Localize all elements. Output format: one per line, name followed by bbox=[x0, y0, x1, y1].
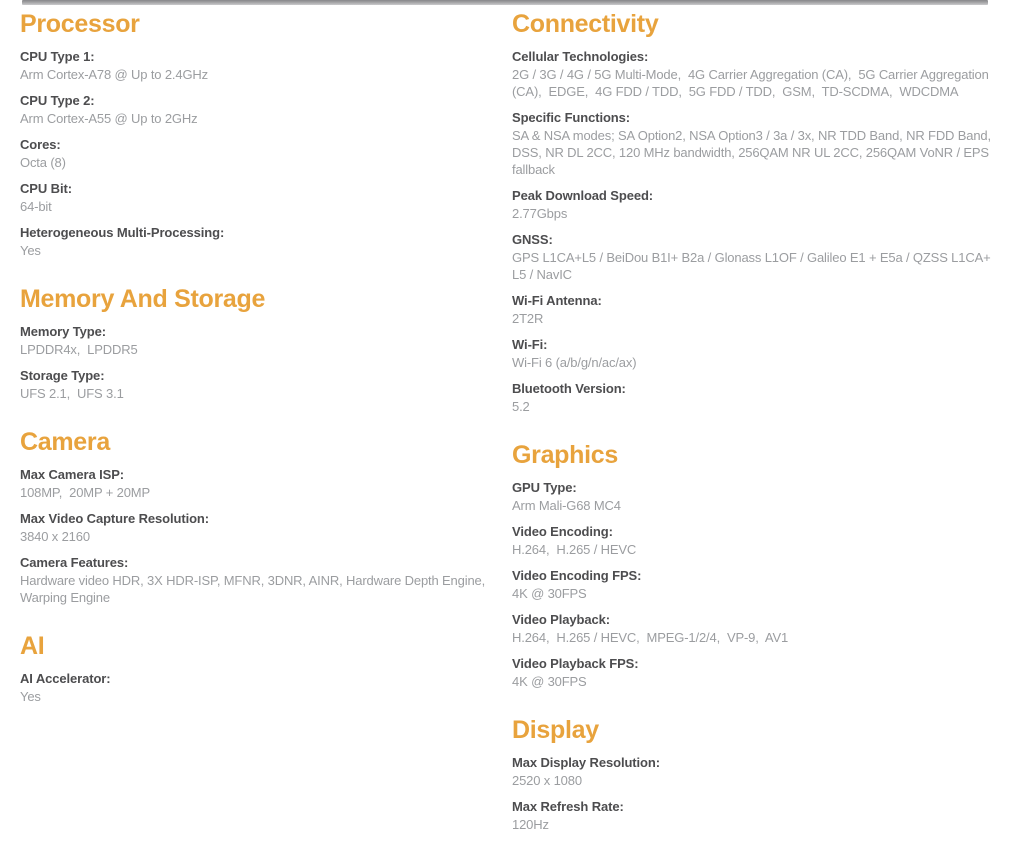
spec-item bbox=[512, 381, 1004, 415]
spec-label: CPU Bit: bbox=[20, 181, 72, 196]
spec-item bbox=[20, 324, 492, 358]
spec-value: Hardware video HDR, 3X HDR-ISP, MFNR, 3DNR, AINR, Hardware Depth Engine, Warping Engine bbox=[20, 573, 489, 605]
spec-label: Specific Functions: bbox=[512, 110, 631, 125]
spec-list bbox=[512, 755, 1004, 833]
spec-item bbox=[512, 293, 1004, 327]
spec-value: Wi-Fi 6 (a/b/g/n/ac/ax) bbox=[512, 355, 637, 370]
spec-label: GNSS: bbox=[512, 232, 553, 247]
spec-item bbox=[512, 480, 1004, 514]
spec-value: Octa (8) bbox=[20, 155, 66, 170]
spec-item bbox=[20, 49, 492, 83]
spec-item bbox=[20, 181, 492, 215]
spec-item bbox=[20, 467, 492, 501]
spec-value: 2.77Gbps bbox=[512, 206, 568, 221]
spec-value: 5.2 bbox=[512, 399, 530, 414]
spec-label: Max Refresh Rate: bbox=[512, 799, 624, 814]
spec-item bbox=[512, 755, 1004, 789]
spec-value: 108MP, 20MP + 20MP bbox=[20, 485, 151, 500]
spec-list bbox=[512, 49, 1004, 415]
spec-value: 3840 x 2160 bbox=[20, 529, 90, 544]
spec-value: Arm Cortex-A55 @ Up to 2GHz bbox=[20, 111, 198, 126]
spec-value: 120Hz bbox=[512, 817, 549, 832]
spec-label: Max Video Capture Resolution: bbox=[20, 511, 209, 526]
spec-value: 2G / 3G / 4G / 5G Multi-Mode, 4G Carrier Aggregation (CA), 5G Carrier Aggregation (CA), EDGE, 4G FDD / TDD, 5G FDD / TDD, GSM, TD-SCDMA, WDCDMA bbox=[512, 67, 993, 99]
section-title: Memory And Storage bbox=[20, 285, 266, 313]
spec-item bbox=[512, 232, 1004, 283]
spec-label: Wi-Fi Antenna: bbox=[512, 293, 602, 308]
spec-item bbox=[512, 799, 1004, 833]
spec-item bbox=[20, 555, 492, 606]
spec-value: 64-bit bbox=[20, 199, 52, 214]
spec-value: GPS L1CA+L5 / BeiDou B1I+ B2a / Glonass L1OF / Galileo E1 + E5a / QZSS L1CA+ L5 / NavIC bbox=[512, 250, 995, 282]
spec-value: LPDDR4x, LPDDR5 bbox=[20, 342, 138, 357]
spec-item bbox=[512, 524, 1004, 558]
spec-value: Yes bbox=[20, 689, 41, 704]
spec-item bbox=[512, 656, 1004, 690]
spec-label: Bluetooth Version: bbox=[512, 381, 626, 396]
spec-label: Max Display Resolution: bbox=[512, 755, 660, 770]
spec-label: Video Playback: bbox=[512, 612, 610, 627]
spec-column-right bbox=[512, 11, 1004, 860]
spec-item bbox=[512, 188, 1004, 222]
top-divider-bar bbox=[22, 0, 988, 5]
spec-item bbox=[512, 612, 1004, 646]
spec-value: UFS 2.1, UFS 3.1 bbox=[20, 386, 124, 401]
spec-section bbox=[512, 442, 1004, 690]
spec-item bbox=[20, 671, 492, 705]
spec-label: Peak Download Speed: bbox=[512, 188, 654, 203]
spec-item bbox=[20, 225, 492, 259]
spec-label: Wi-Fi: bbox=[512, 337, 548, 352]
section-title: Display bbox=[512, 716, 599, 744]
section-title: Processor bbox=[20, 10, 140, 38]
spec-value: Yes bbox=[20, 243, 41, 258]
spec-label: AI Accelerator: bbox=[20, 671, 111, 686]
spec-list bbox=[512, 480, 1004, 690]
spec-label: Video Playback FPS: bbox=[512, 656, 639, 671]
spec-value: Arm Cortex-A78 @ Up to 2.4GHz bbox=[20, 67, 209, 82]
spec-item bbox=[512, 49, 1004, 100]
spec-label: Video Encoding: bbox=[512, 524, 613, 539]
spec-item bbox=[512, 337, 1004, 371]
spec-list bbox=[20, 467, 492, 606]
spec-value: H.264, H.265 / HEVC bbox=[512, 542, 637, 557]
spec-item bbox=[20, 93, 492, 127]
spec-list bbox=[20, 671, 492, 705]
spec-label: Memory Type: bbox=[20, 324, 106, 339]
spec-label: Video Encoding FPS: bbox=[512, 568, 642, 583]
spec-item bbox=[20, 511, 492, 545]
spec-item bbox=[512, 568, 1004, 602]
spec-column-left bbox=[20, 11, 492, 860]
spec-item bbox=[20, 368, 492, 402]
spec-value: 4K @ 30FPS bbox=[512, 586, 587, 601]
spec-section bbox=[512, 717, 1004, 833]
spec-label: GPU Type: bbox=[512, 480, 577, 495]
spec-label: Cores: bbox=[20, 137, 61, 152]
spec-section bbox=[512, 11, 1004, 415]
spec-label: CPU Type 2: bbox=[20, 93, 95, 108]
spec-label: Heterogeneous Multi-Processing: bbox=[20, 225, 225, 240]
section-title: Camera bbox=[20, 428, 110, 456]
section-title: AI bbox=[20, 632, 45, 660]
spec-section bbox=[20, 11, 492, 259]
spec-label: Camera Features: bbox=[20, 555, 129, 570]
spec-label: Max Camera ISP: bbox=[20, 467, 124, 482]
spec-value: 2T2R bbox=[512, 311, 544, 326]
spec-label: CPU Type 1: bbox=[20, 49, 95, 64]
spec-value: Arm Mali-G68 MC4 bbox=[512, 498, 621, 513]
spec-label: Storage Type: bbox=[20, 368, 105, 383]
spec-item bbox=[20, 137, 492, 171]
spec-value: H.264, H.265 / HEVC, MPEG-1/2/4, VP-9, AV1 bbox=[512, 630, 789, 645]
spec-value: 2520 x 1080 bbox=[512, 773, 582, 788]
spec-section bbox=[20, 286, 492, 402]
spec-list bbox=[20, 324, 492, 402]
spec-value: 4K @ 30FPS bbox=[512, 674, 587, 689]
spec-section bbox=[20, 633, 492, 705]
section-title: Graphics bbox=[512, 441, 618, 469]
spec-value: SA & NSA modes; SA Option2, NSA Option3 / 3a / 3x, NR TDD Band, NR FDD Band, DSS, NR DL 2CC, 120 MHz bandwidth, 256QAM NR UL 2CC, 256QAM VoNR / EPS fallback bbox=[512, 128, 995, 177]
spec-section bbox=[20, 429, 492, 606]
spec-list bbox=[20, 49, 492, 259]
spec-label: Cellular Technologies: bbox=[512, 49, 649, 64]
section-title: Connectivity bbox=[512, 10, 659, 38]
spec-item bbox=[512, 110, 1004, 178]
